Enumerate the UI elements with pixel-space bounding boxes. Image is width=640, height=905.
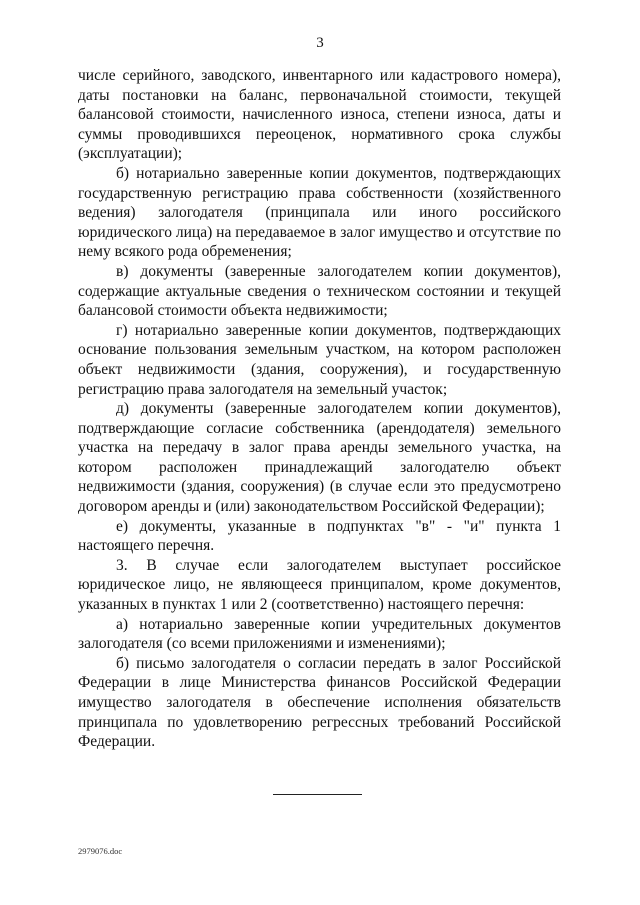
paragraph-item-v: в) документы (заверенные залогодателем копии документов), содержащие актуальные сведения о техническом состоянии и текущей балансовой стоимости объекта недвижимости;: [78, 262, 561, 320]
paragraph-item-g: г) нотариально заверенные копии документов, подтверждающих основание пользования земельным участком, на котором расположен объект недвижимости (здания, сооружения), и государственную регистрацию права залогодателя на земельный участок;: [78, 321, 561, 398]
end-separator-line: [273, 794, 362, 795]
paragraph-item-e: е) документы, указанные в подпунктах "в" - "и" пункта 1 настоящего перечня.: [78, 517, 561, 555]
paragraph-continuation: числе серийного, заводского, инвентарного или кадастрового номера), даты постановки на баланс, первоначальной стоимости, текущей балансовой стоимости, начисленного износа, степени износа, даты и суммы проводившихся переоценок, нормативного срока службы (эксплуатации);: [78, 67, 561, 163]
paragraph-item-b-letter: б) письмо залогодателя о согласии передать в залог Российской Федерации в лице Министерства финансов Российской Федерации имущество залогодателя в обеспечение исполнения обязательств принципала по удовлетворению регрессных требований Российской Федерации.: [78, 654, 561, 751]
page-number: 3: [316, 35, 324, 51]
document-body: [78, 66, 561, 752]
file-name-footer: 2979076.doc: [78, 846, 123, 856]
paragraph-item-b: б) нотариально заверенные копии документов, подтверждающих государственную регистрацию права собственности (хозяйственного ведения) залогодателя (принципала или иного российского юридического лица) на передаваемое в залог имущество и отсутствие по нему всякого рода обременения;: [78, 164, 561, 261]
paragraph-section-3: 3. В случае если залогодателем выступает российское юридическое лицо, не являющееся принципалом, кроме документов, указанных в пунктах 1 или 2 (соответственно) настоящего перечня:: [78, 556, 561, 614]
paragraph-item-d: д) документы (заверенные залогодателем копии документов), подтверждающие согласие собственника (арендодателя) земельного участка на передачу в залог права аренды земельного участка, на котором расположен принадлежащий залогодателю объект недвижимости (здания, сооружения) (в случае если это предусмотрено договором аренды и (или) законодательством Российской Федерации);: [78, 400, 561, 516]
paragraph-item-a: а) нотариально заверенные копии учредительных документов залогодателя (со всеми приложениями и изменениями);: [78, 615, 561, 653]
